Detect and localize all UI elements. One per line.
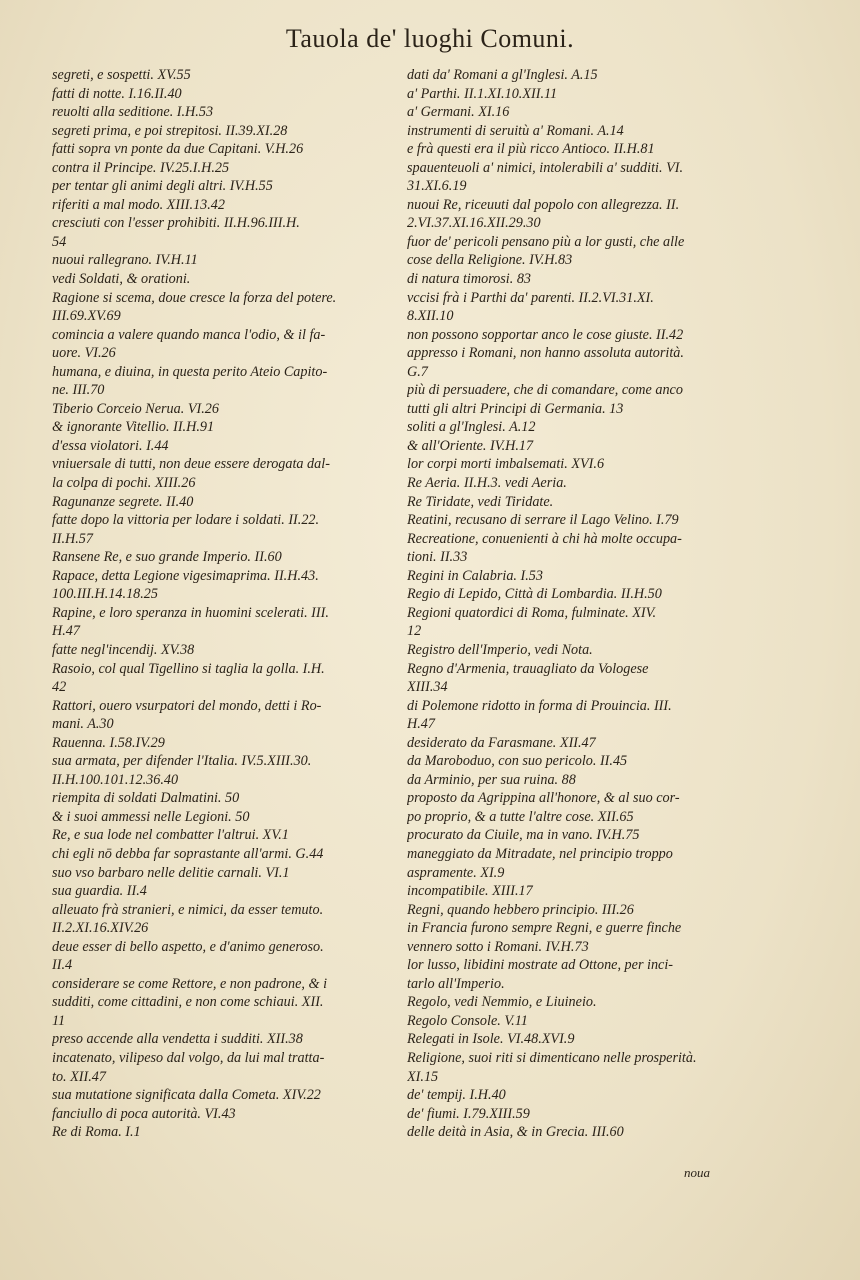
index-entry-line: & ignorante Vitellio. II.H.91 [52, 419, 215, 436]
index-entry-line: Rauenna. I.58.IV.29 [52, 734, 165, 751]
index-entry-line: procurato da Ciuile, ma in vano. IV.H.75 [407, 827, 640, 844]
index-entry-line: Recreatione, conuenienti à chi hà molte occupa- [407, 530, 682, 547]
index-entry-line: contra il Principe. IV.25.I.H.25 [52, 159, 230, 176]
index-entry-line: cose della Religione. IV.H.83 [407, 252, 573, 269]
index-entry-line: sudditi, come cittadini, e non come schiaui. XII. [52, 994, 324, 1011]
index-entry-line: di Polemone ridotto in forma di Prouincia. III. [407, 697, 672, 714]
index-entry-line: comincia a valere quando manca l'odio, & il fa- [52, 326, 326, 343]
index-entry-line: aspramente. XI.9 [407, 864, 505, 881]
index-entry-line: H.47 [52, 623, 80, 640]
index-entry-line: de' tempij. I.H.40 [407, 1087, 506, 1104]
index-entry-line: II.2.XI.16.XIV.26 [52, 920, 149, 937]
index-entry-line: suo vso barbaro nelle delitie carnali. VI.1 [52, 864, 290, 881]
index-entry-line: Re Aeria. II.H.3. vedi Aeria. [407, 475, 567, 492]
index-entry-line: Rapace, detta Legione vigesimaprima. II.H.43. [52, 567, 319, 584]
index-entry-line: Ragione si scema, doue cresce la forza del potere. [52, 289, 337, 306]
index-entry-line: lor corpi morti imbalsemati. XVI.6 [407, 456, 605, 473]
index-entry-line: 2.VI.37.XI.16.XII.29.30 [407, 215, 541, 232]
index-entry-line: 31.XI.6.19 [407, 178, 467, 195]
index-entry-line: XI.15 [407, 1068, 439, 1085]
index-entry-line: desiderato da Farasmane. XII.47 [407, 734, 596, 751]
index-entry-line: preso accende alla vendetta i sudditi. XII.38 [52, 1031, 303, 1048]
index-entry-line: vccisi frà i Parthi da' parenti. II.2.VI.31.XI. [407, 289, 654, 306]
index-entry-line: spauenteuoli a' nimici, intolerabili a' sudditi. VI. [407, 159, 684, 176]
index-entry-line: proposto da Agrippina all'honore, & al suo cor- [407, 790, 680, 807]
index-entry-line: Ransene Re, e suo grande Imperio. II.60 [52, 549, 282, 566]
index-entry-line: II.H.100.101.12.36.40 [52, 771, 179, 788]
index-entry-line: 100.III.H.14.18.25 [52, 586, 158, 603]
index-entry-line: Relegati in Isole. VI.48.XVI.9 [407, 1031, 575, 1048]
index-entry-line: Regio di Lepido, Città di Lombardia. II.H.50 [407, 586, 662, 603]
index-entry-line: G.7 [407, 363, 428, 380]
index-entry-line: Rattori, ouero vsurpatori del mondo, detti i Ro- [52, 697, 322, 714]
index-entry-line: Reatini, recusano di serrare il Lago Velino. I.79 [407, 512, 679, 529]
index-entry-line: XIII.34 [407, 679, 448, 696]
index-entry-line: Rapine, e loro speranza in huomini scelerati. III. [52, 604, 329, 621]
index-entry-line: non possono sopportar anco le cose giuste. II.42 [407, 326, 684, 343]
index-entry-line: in Francia furono sempre Regni, e guerre finche [407, 920, 682, 937]
index-entry-line: tarlo all'Imperio. [407, 975, 505, 992]
index-entry-line: vennero sotto i Romani. IV.H.73 [407, 938, 589, 955]
index-entry-line: tutti gli altri Principi di Germania. 13 [407, 400, 624, 417]
index-entry-line: humana, e diuina, in questa perito Ateio Capito- [52, 363, 328, 380]
index-entry-line: Regolo Console. V.11 [407, 1012, 528, 1029]
index-entry-line: III.69.XV.69 [52, 308, 121, 325]
index-entry-line: ne. III.70 [52, 382, 105, 399]
index-entry-line: & i suoi ammessi nelle Legioni. 50 [52, 808, 250, 825]
index-entry-line: a' Parthi. II.1.XI.10.XII.11 [407, 85, 558, 102]
index-entry-line: chi egli nō debba far soprastante all'armi. G.44 [52, 845, 324, 862]
index-entry-line: uore. VI.26 [52, 345, 116, 362]
index-entry-line: di natura timorosi. 83 [407, 271, 532, 288]
page-title: Tauola de' luoghi Comuni. [285, 24, 575, 53]
index-entry-line: to. XII.47 [52, 1068, 106, 1085]
index-entry-line: deue esser di bello aspetto, e d'animo generoso. [52, 938, 324, 955]
index-entry-line: Rasoio, col qual Tigellino si taglia la golla. I.H. [52, 660, 325, 677]
index-entry-line: considerare se come Rettore, e non padrone, & i [52, 975, 328, 992]
index-entry-line: sua guardia. II.4 [52, 883, 147, 900]
index-entry-line: tioni. II.33 [407, 549, 468, 566]
index-entry-line: sua mutatione significata dalla Cometa. XIV.22 [52, 1087, 321, 1104]
index-entry-line: fuor de' pericoli pensano più a lor gusti, che alle [407, 233, 685, 250]
index-entry-line: H.47 [407, 716, 435, 733]
catchword: noua [684, 1165, 710, 1180]
index-entry-line: riferiti a mal modo. XIII.13.42 [52, 196, 225, 213]
index-entry-line: vedi Soldati, & orationi. [52, 271, 191, 288]
index-entry-line: Religione, suoi riti si dimenticano nelle prosperità. [407, 1049, 697, 1066]
index-column-right [407, 66, 777, 1142]
index-entry-line: cresciuti con l'esser prohibiti. II.H.96.III.H. [52, 215, 300, 232]
index-entry-line: appresso i Romani, non hanno assoluta autorità. [407, 345, 684, 362]
index-entry-line: fatti sopra vn ponte da due Capitani. V.H.26 [52, 141, 304, 158]
index-entry-line: II.H.57 [52, 530, 93, 547]
index-entry-line: la colpa di pochi. XIII.26 [52, 475, 196, 492]
index-entry-line: 54 [52, 233, 67, 250]
index-entry-line: 11 [52, 1012, 66, 1029]
index-entry-line: 42 [52, 679, 67, 696]
index-entry-line: Regno d'Armenia, trauagliato da Vologese [407, 660, 649, 677]
index-entry-line: lor lusso, libidini mostrate ad Ottone, per inci- [407, 957, 674, 974]
index-entry-line: incatenato, vilipeso dal volgo, da lui mal tratta- [52, 1049, 325, 1066]
index-entry-line: sua armata, per difender l'Italia. IV.5.XIII.30. [52, 753, 312, 770]
index-entry-line: 12 [407, 623, 422, 640]
index-entry-line: 8.XII.10 [407, 308, 454, 325]
index-entry-line: fatti di notte. I.16.II.40 [52, 85, 182, 102]
index-entry-line: & all'Oriente. IV.H.17 [407, 437, 534, 454]
index-column-left [52, 66, 402, 1142]
index-entry-line: Ragunanze segrete. II.40 [52, 493, 194, 510]
index-entry-line: Regioni quatordici di Roma, fulminate. XIV. [407, 604, 657, 621]
index-entry-line: soliti a gl'Inglesi. A.12 [407, 419, 536, 436]
index-entry-line: delle deità in Asia, & in Grecia. III.60 [407, 1124, 624, 1141]
index-entry-line: segreti, e sospetti. XV.55 [52, 67, 191, 83]
index-entry-line: fatte negl'incendij. XV.38 [52, 641, 195, 658]
index-entry-line: alleuato frà stranieri, e nimici, da esser temuto. [52, 901, 324, 918]
index-entry-line: Regni, quando hebbero principio. III.26 [407, 901, 634, 918]
index-entry-line: dati da' Romani a gl'Inglesi. A.15 [407, 67, 598, 83]
index-entry-line: mani. A.30 [52, 716, 114, 733]
index-entry-line: a' Germani. XI.16 [407, 104, 510, 121]
index-entry-line: Re Tiridate, vedi Tiridate. [407, 493, 554, 510]
index-entry-line: vniuersale di tutti, non deue essere derogata dal- [52, 456, 330, 473]
index-entry-line: Regolo, vedi Nemmio, e Liuineio. [407, 994, 597, 1011]
index-entry-line: maneggiato da Mitradate, nel principio troppo [407, 845, 673, 862]
index-entry-line: più di persuadere, che di comandare, come anco [407, 382, 683, 399]
index-entry-line: e frà questi era il più ricco Antioco. II.H.81 [407, 141, 655, 158]
index-entry-line: incompatibile. XIII.17 [407, 883, 533, 900]
index-entry-line: Re di Roma. I.1 [52, 1124, 141, 1141]
index-entry-line: segreti prima, e poi strepitosi. II.39.XI.28 [52, 122, 288, 139]
index-entry-line: d'essa violatori. I.44 [52, 437, 169, 454]
index-entry-line: Regini in Calabria. I.53 [407, 567, 543, 584]
index-entry-line: nuoui Re, riceuuti dal popolo con allegrezza. II. [407, 196, 680, 213]
index-entry-line: fanciullo di poca autorità. VI.43 [52, 1105, 236, 1122]
index-entry-line: Registro dell'Imperio, vedi Nota. [407, 641, 593, 658]
index-entry-line: po proprio, & a tutte l'altre cose. XII.65 [407, 808, 634, 825]
index-entry-line: da Maroboduo, con suo pericolo. II.45 [407, 753, 628, 770]
index-entry-line: da Arminio, per sua ruina. 88 [407, 771, 576, 788]
index-entry-line: de' fiumi. I.79.XIII.59 [407, 1105, 530, 1122]
index-entry-line: riempita di soldati Dalmatini. 50 [52, 790, 240, 807]
index-entry-line: II.4 [52, 957, 73, 974]
index-entry-line: nuoui rallegrano. IV.H.11 [52, 252, 198, 269]
index-entry-line: per tentar gli animi degli altri. IV.H.55 [52, 178, 273, 195]
index-entry-line: fatte dopo la vittoria per lodare i soldati. II.22. [52, 512, 320, 529]
index-entry-line: Re, e sua lode nel combatter l'altrui. XV.1 [52, 827, 289, 844]
index-entry-line: reuolti alla seditione. I.H.53 [52, 104, 214, 121]
index-entry-line: Tiberio Corceio Nerua. VI.26 [52, 400, 219, 417]
index-entry-line: instrumenti di seruitù a' Romani. A.14 [407, 122, 624, 139]
